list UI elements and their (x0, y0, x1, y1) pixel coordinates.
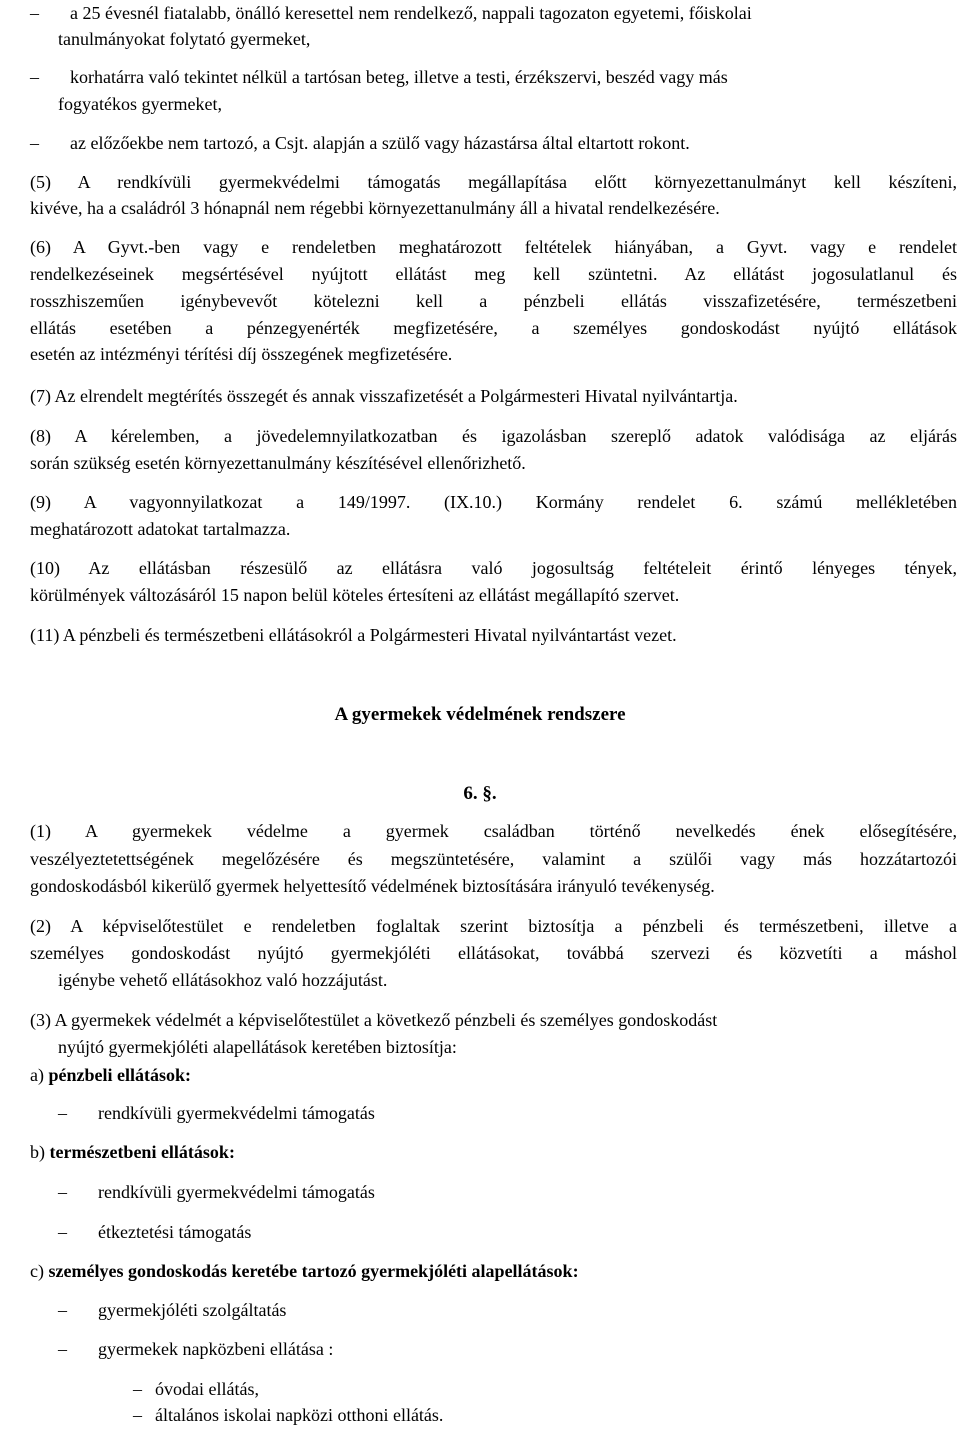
list-prefix: a) (30, 1065, 44, 1085)
paragraph-6-line: esetén az intézményi térítési díj összegének megfizetésére. (30, 344, 453, 364)
section-paragraph-2-line: (2) A képviselőtestület e rendeletben foglaltak szerint biztosítja a pénzbeli és természetbeni, illetve a (30, 916, 957, 936)
list-item (58, 1102, 375, 1124)
list-item-text: gyermekjóléti szolgáltatás (98, 1300, 287, 1320)
list-prefix: b) (30, 1142, 45, 1162)
section-paragraph-2-line: igénybe vehető ellátásokhoz való hozzájutást. (58, 970, 388, 990)
paragraph-6-line: rosszhiszeműen igénybevevőt kötelezni kell a pénzbeli ellátás visszafizetésére, természetbeni (30, 291, 957, 311)
paragraph-9-line: (9) A vagyonnyilatkozat a 149/1997. (IX.10.) Kormány rendelet 6. számú mellékletében (30, 492, 957, 512)
paragraph-6-line: rendelkezéseinek megsértésével nyújtott ellátást meg kell szüntetni. Az ellátást jogosulatlanul és (30, 264, 957, 284)
paragraph-9-line: meghatározott adatokat tartalmazza. (30, 519, 291, 539)
dash-bullet: – (58, 1300, 67, 1320)
section-paragraph-3-line: nyújtó gyermekjóléti alapellátások keretében biztosítja: (58, 1037, 457, 1057)
dash-bullet: – (30, 3, 39, 23)
list-item-continuation: tanulmányokat folytató gyermeket, (58, 29, 311, 49)
paragraph-8-line: (8) A kérelemben, a jövedelemnyilatkozatban és igazolásban szereplő adatok valódisága az eljárás (30, 426, 957, 446)
list-heading-a (30, 1064, 191, 1086)
list-item-text: rendkívüli gyermekvédelmi támogatás (98, 1182, 375, 1202)
sub-list-item (133, 1378, 259, 1400)
list-item-text: rendkívüli gyermekvédelmi támogatás (98, 1103, 375, 1123)
list-item-text: a 25 évesnél fiatalabb, önálló keresettel nem rendelkező, nappali tagozaton egyetemi, főiskolai (70, 3, 752, 23)
sub-list-item (133, 1404, 443, 1426)
dash-bullet: – (133, 1379, 142, 1399)
list-item-text: az előzőekbe nem tartozó, a Csjt. alapján a szülő vagy házastársa által eltartott rokont. (70, 133, 690, 153)
paragraph-6-line: (6) A Gyvt.-ben vagy e rendeletben meghatározott feltételek hiányában, a Gyvt. vagy e rendelet (30, 237, 957, 257)
paragraph-5-line: kivéve, ha a családról 3 hónapnál nem régebbi környezettanulmány áll a hivatal rendelkezésére. (30, 198, 720, 218)
list-heading-b (30, 1141, 235, 1163)
dash-bullet: – (58, 1103, 67, 1123)
dash-bullet: – (58, 1339, 67, 1359)
paragraph-5-line: (5) A rendkívüli gyermekvédelmi támogatás megállapítása előtt környezettanulmányt kell készíteni, (30, 172, 957, 192)
list-item (58, 1338, 333, 1360)
list-item (30, 2, 752, 24)
list-item (58, 1221, 251, 1243)
paragraph-8-line: során szükség esetén környezettanulmány készítésével ellenőrizhető. (30, 453, 526, 473)
list-item-text: korhatárra való tekintet nélkül a tartósan beteg, illetve a testi, érzékszervi, beszéd vagy más (70, 67, 728, 87)
section-paragraph-2-line: személyes gondoskodást nyújtó gyermekjóléti ellátásokat, továbbá szervezi és közvetíti a máshol (30, 943, 957, 963)
list-item (58, 1299, 286, 1321)
list-item-text: óvodai ellátás, (155, 1379, 259, 1399)
list-item (58, 1181, 375, 1203)
list-heading-c (30, 1260, 579, 1282)
dash-bullet: – (58, 1222, 67, 1242)
paragraph-7: (7) Az elrendelt megtérítés összegét és annak visszafizetését a Polgármesteri Hivatal nyilvántartja. (30, 386, 738, 406)
dash-bullet: – (30, 133, 39, 153)
paragraph-6-line: ellátás esetében a pénzegyenérték megfizetésére, a személyes gondoskodást nyújtó ellátások (30, 318, 957, 338)
section-paragraph-3-line: (3) A gyermekek védelmét a képviselőtestület a következő pénzbeli és személyes gondoskodást (30, 1010, 718, 1030)
list-item (30, 132, 690, 154)
list-item-text: általános iskolai napközi otthoni ellátás. (155, 1405, 444, 1425)
dash-bullet: – (133, 1405, 142, 1425)
section-paragraph-1-line: gondoskodásból kikerülő gyermek helyettesítő védelmének biztosítására irányuló tevékenység. (30, 876, 715, 896)
list-label: természetbeni ellátások: (49, 1142, 235, 1162)
section-paragraph-1-line: veszélyeztetettségének megelőzésére és megszüntetésére, valamint a szülői vagy más hozzátartozói (30, 849, 957, 869)
list-label: személyes gondoskodás keretébe tartozó gyermekjóléti alapellátások: (48, 1261, 579, 1281)
section-number: 6. §. (463, 783, 497, 804)
list-label: pénzbeli ellátások: (48, 1065, 191, 1085)
paragraph-11: (11) A pénzbeli és természetbeni ellátásokról a Polgármesteri Hivatal nyilvántartást vezet. (30, 625, 677, 645)
paragraph-10-line: (10) Az ellátásban részesülő az ellátásra való jogosultság feltételeit érintő lényeges tények, (30, 558, 957, 578)
list-item-text: gyermekek napközbeni ellátása : (98, 1339, 334, 1359)
dash-bullet: – (30, 67, 39, 87)
list-item-continuation: fogyatékos gyermeket, (58, 94, 222, 114)
list-item (30, 66, 728, 88)
section-heading: A gyermekek védelmének rendszere (334, 704, 626, 725)
dash-bullet: – (58, 1182, 67, 1202)
list-prefix: c) (30, 1261, 44, 1281)
list-item-text: étkeztetési támogatás (98, 1222, 252, 1242)
section-paragraph-1-line: (1) A gyermekek védelme a gyermek családban történő nevelkedés ének elősegítésére, (30, 821, 957, 841)
paragraph-10-line: körülmények változásáról 15 napon belül köteles értesíteni az ellátást megállapító szervet. (30, 585, 680, 605)
